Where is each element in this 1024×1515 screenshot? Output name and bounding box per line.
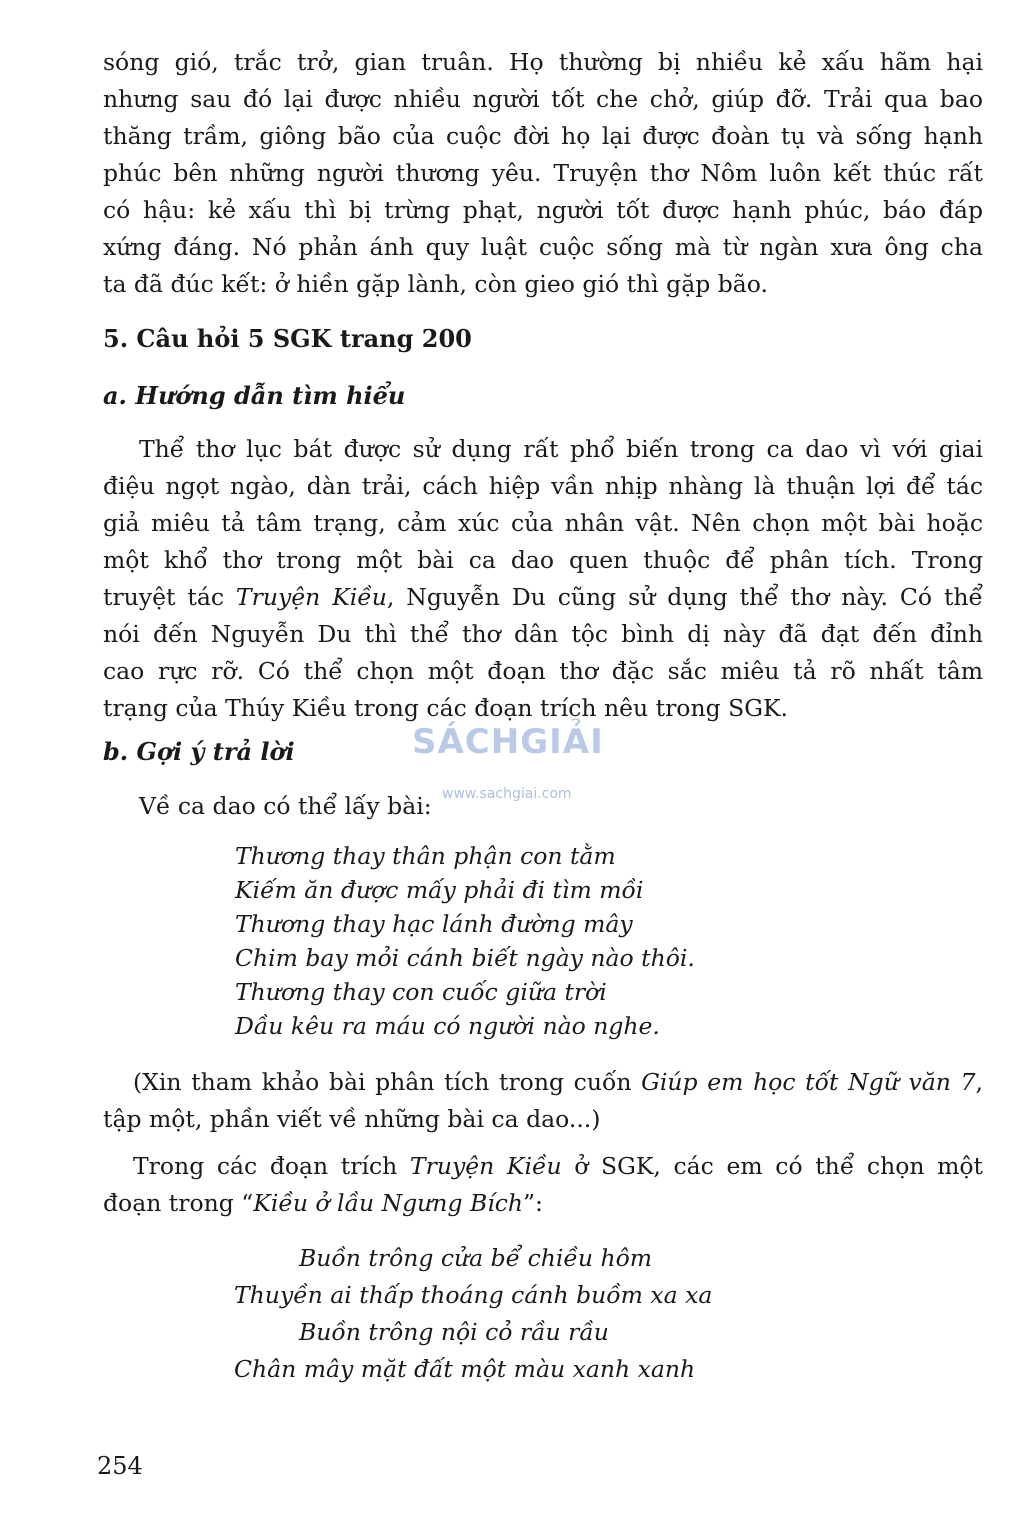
book-title: Giúp em học tốt Ngữ văn 7 <box>641 1068 976 1096</box>
text-run: ”: <box>523 1189 543 1217</box>
text-run: Trong các đoạn trích <box>133 1152 410 1180</box>
text-line <box>103 1064 983 1101</box>
book-title: Truyện Kiều <box>235 583 387 611</box>
text-line: Về ca dao có thể lấy bài: <box>139 792 432 820</box>
poem-line: Chim bay mỏi cánh biết ngày nào thôi. <box>235 944 695 972</box>
poem-line: Chân mây mặt đất một màu xanh xanh <box>234 1355 696 1383</box>
text-line: có hậu: kẻ xấu thì bị trừng phạt, người tốt được hạnh phúc, báo đáp <box>103 196 983 224</box>
paragraph-tham-khao <box>103 1064 983 1138</box>
page-number: 254 <box>97 1452 143 1480</box>
text-run: (Xin tham khảo bài phân tích trong cuốn <box>133 1068 642 1096</box>
paragraph-truyen-tho-nom <box>103 44 983 303</box>
book-title: Truyện Kiều <box>409 1152 562 1180</box>
poem-line: Thương thay con cuốc giữa trời <box>235 978 607 1006</box>
paragraph-huong-dan <box>103 431 983 727</box>
text-line: Thể thơ lục bát được sử dụng rất phổ biến trong ca dao vì với giai <box>139 435 983 463</box>
paragraph-truyen-kieu <box>103 1148 983 1222</box>
poem-line: Thương thay thân phận con tằm <box>235 842 616 870</box>
intro-cadao <box>139 788 739 825</box>
poem-line: Buồn trông nội cỏ rầu rầu <box>299 1318 609 1346</box>
text-line <box>103 1148 983 1185</box>
section-heading: 5. Câu hỏi 5 SGK trang 200 <box>103 324 472 353</box>
text-run: , Nguyễn Du cũng sử dụng thể thơ này. Có thể <box>386 583 983 611</box>
poem-ca-dao <box>235 839 695 1043</box>
watermark-brand: SÁCHGIẢI <box>412 722 604 762</box>
poem-line: Thuyền ai thấp thoáng cánh buồm xa xa <box>234 1281 713 1309</box>
poem-line: Thương thay hạc lánh đường mây <box>235 910 633 938</box>
watermark-url: www.sachgiai.com <box>442 786 572 802</box>
text-line: cao rực rỡ. Có thể chọn một đoạn thơ đặc sắc miêu tả rõ nhất tâm <box>103 657 983 685</box>
text-line: sóng gió, trắc trở, gian truân. Họ thường bị nhiều kẻ xấu hãm hại <box>103 48 983 76</box>
text-line <box>103 579 983 616</box>
text-line: nói đến Nguyễn Du thì thể thơ dân tộc bình dị này đã đạt đến đỉnh <box>103 620 983 648</box>
subheading-huong-dan: a. Hướng dẫn tìm hiểu <box>103 381 406 410</box>
poem-line: Dầu kêu ra máu có người nào nghe. <box>235 1012 660 1040</box>
text-line <box>103 1185 983 1222</box>
text-line: giả miêu tả tâm trạng, cảm xúc của nhân vật. Nên chọn một bài hoặc <box>103 509 983 537</box>
text-run: , <box>975 1068 983 1096</box>
poem-kieu <box>234 1240 712 1388</box>
text-run: ở SGK, các em có thể chọn một <box>561 1152 983 1180</box>
text-line: thăng trầm, giông bão của cuộc đời họ lại được đoàn tụ và sống hạnh <box>103 122 983 150</box>
text-line: nhưng sau đó lại được nhiều người tốt che chở, giúp đỡ. Trải qua bao <box>103 85 983 113</box>
text-line: ta đã đúc kết: ở hiền gặp lành, còn gieo gió thì gặp bão. <box>103 270 768 298</box>
text-line: tập một, phần viết về những bài ca dao...) <box>103 1105 601 1133</box>
subheading-goi-y: b. Gợi ý trả lời <box>103 737 295 766</box>
text-line: phúc bên những người thương yêu. Truyện thơ Nôm luôn kết thúc rất <box>103 159 983 187</box>
text-line: một khổ thơ trong một bài ca dao quen thuộc để phân tích. Trong <box>103 546 983 574</box>
text-run: truyệt tác <box>103 583 236 611</box>
poem-line: Kiếm ăn được mấy phải đi tìm mồi <box>235 876 644 904</box>
excerpt-title: Kiều ở lầu Ngưng Bích <box>253 1189 524 1217</box>
text-line: xứng đáng. Nó phản ánh quy luật cuộc sống mà từ ngàn xưa ông cha <box>103 233 983 261</box>
text-line: điệu ngọt ngào, dàn trải, cách hiệp vần nhịp nhàng là thuận lợi để tác <box>103 472 983 500</box>
text-line: trạng của Thúy Kiều trong các đoạn trích nêu trong SGK. <box>103 694 788 722</box>
text-run: đoạn trong “ <box>103 1189 254 1217</box>
poem-line: Buồn trông cửa bể chiều hôm <box>299 1244 653 1272</box>
